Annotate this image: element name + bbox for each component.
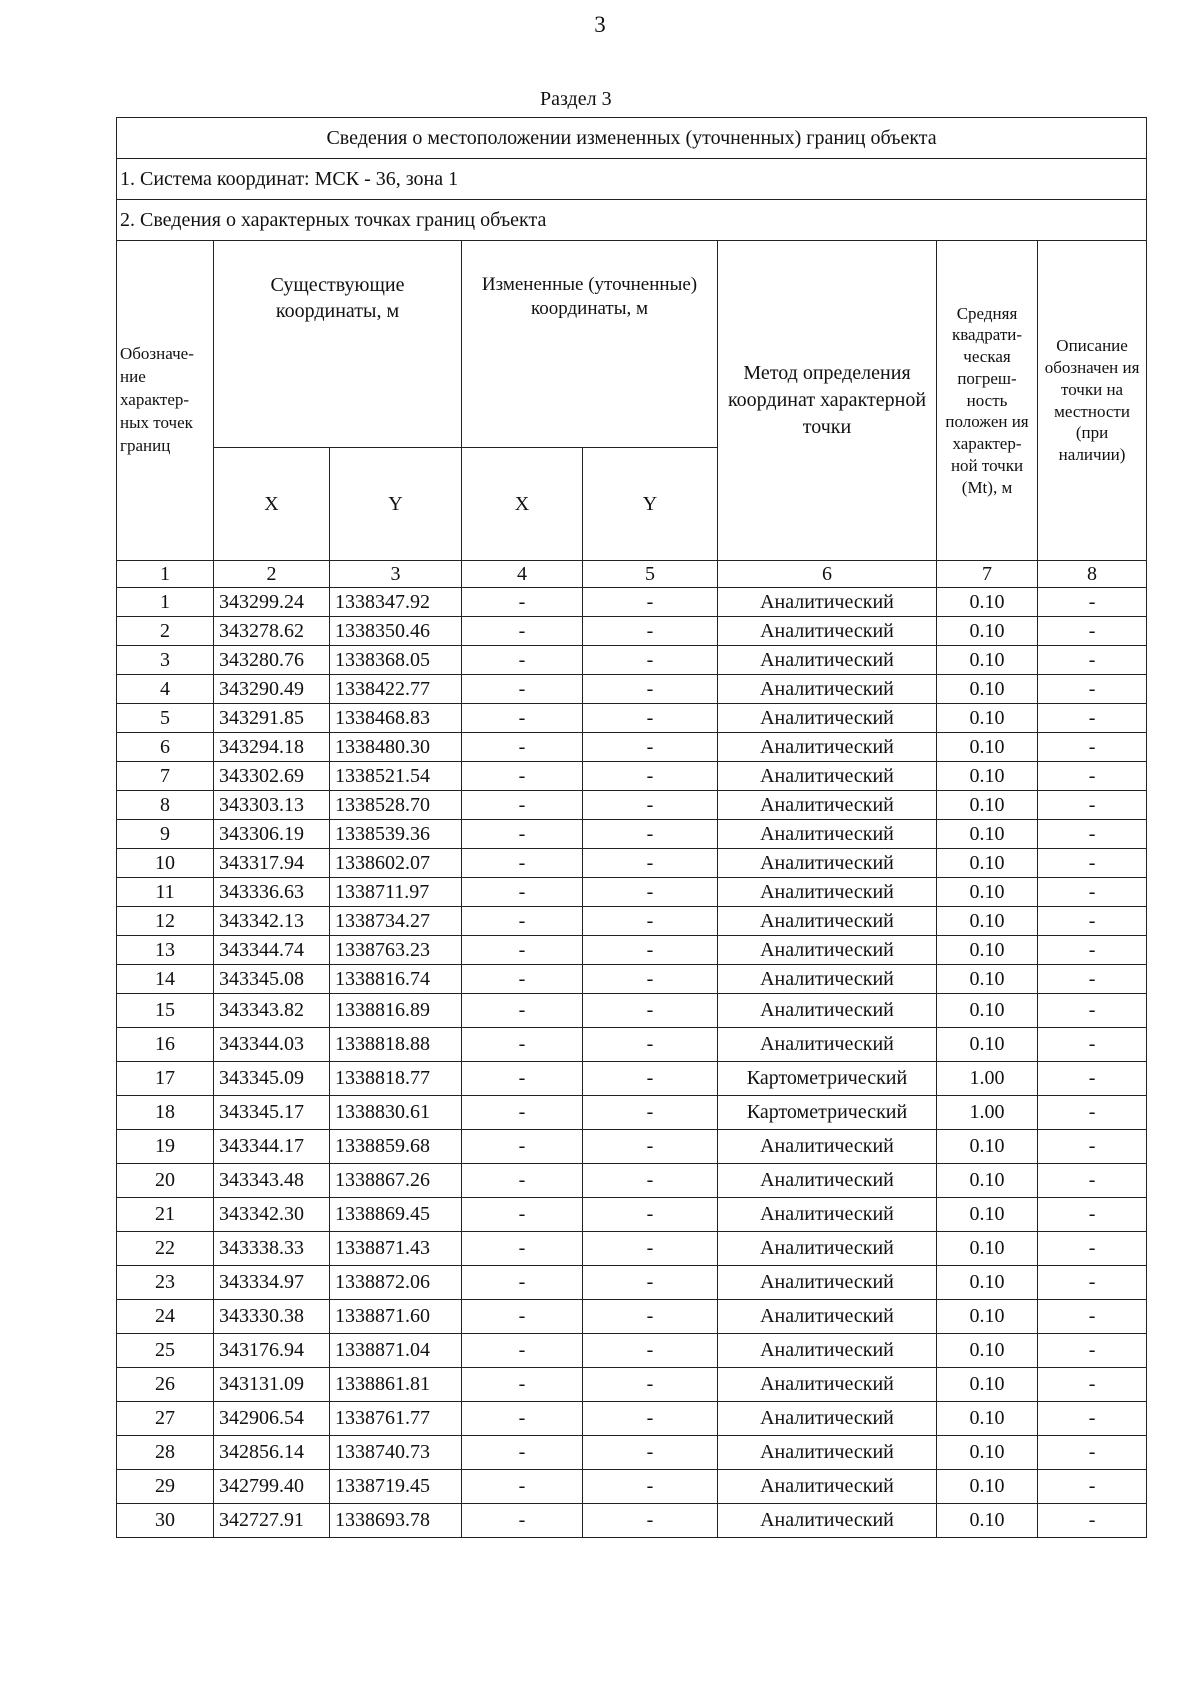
changed-x-cell: - [462,1300,583,1334]
error-cell: 0.10 [937,675,1038,704]
existing-y-cell: 1338761.77 [330,1402,462,1436]
table-row [117,791,1147,820]
description-cell: - [1038,1062,1147,1096]
changed-y-cell: - [583,1028,718,1062]
existing-x-cell: 343343.48 [214,1164,330,1198]
error-cell: 0.10 [937,936,1038,965]
existing-x-cell: 342856.14 [214,1436,330,1470]
error-cell: 0.10 [937,704,1038,733]
column-numbers-row [117,561,1147,588]
error-cell: 0.10 [937,1300,1038,1334]
changed-x-cell: - [462,1470,583,1504]
existing-y-cell: 1338763.23 [330,936,462,965]
table-row [117,1266,1147,1300]
error-cell: 0.10 [937,1130,1038,1164]
table-row [117,675,1147,704]
error-cell: 0.10 [937,878,1038,907]
table-row [117,762,1147,791]
description-cell: - [1038,849,1147,878]
method-cell: Аналитический [718,994,937,1028]
table-row [117,878,1147,907]
method-cell: Аналитический [718,820,937,849]
error-cell: 0.10 [937,588,1038,617]
method-cell: Аналитический [718,1436,937,1470]
changed-y-cell: - [583,994,718,1028]
point-number-cell: 28 [117,1436,214,1470]
changed-x-cell: - [462,878,583,907]
existing-y-cell: 1338480.30 [330,733,462,762]
existing-y-cell: 1338719.45 [330,1470,462,1504]
existing-y-cell: 1338818.77 [330,1062,462,1096]
changed-x-cell: - [462,646,583,675]
point-number-cell: 16 [117,1028,214,1062]
changed-x-cell: - [462,704,583,733]
existing-x-cell: 342727.91 [214,1504,330,1538]
table-body [117,588,1147,1538]
description-cell: - [1038,588,1147,617]
method-cell: Аналитический [718,907,937,936]
changed-y-cell: - [583,1334,718,1368]
header-existing-coordinates: Существующие координаты, м [214,241,462,448]
method-cell: Аналитический [718,936,937,965]
column-number: 5 [583,561,718,588]
method-cell: Аналитический [718,646,937,675]
changed-y-cell: - [583,878,718,907]
description-cell: - [1038,994,1147,1028]
method-cell: Аналитический [718,704,937,733]
existing-y-cell: 1338539.36 [330,820,462,849]
table-row [117,704,1147,733]
description-cell: - [1038,1164,1147,1198]
method-cell: Аналитический [718,1028,937,1062]
method-cell: Аналитический [718,1300,937,1334]
changed-x-cell: - [462,675,583,704]
table-row [117,936,1147,965]
changed-y-cell: - [583,1198,718,1232]
existing-y-cell: 1338468.83 [330,704,462,733]
table-row [117,1232,1147,1266]
method-cell: Картометрический [718,1062,937,1096]
description-cell: - [1038,1232,1147,1266]
table-row [117,1096,1147,1130]
point-number-cell: 6 [117,733,214,762]
table-row [117,1164,1147,1198]
table-row [117,907,1147,936]
changed-x-cell: - [462,1504,583,1538]
error-cell: 0.10 [937,1368,1038,1402]
description-cell: - [1038,762,1147,791]
point-number-cell: 8 [117,791,214,820]
error-cell: 0.10 [937,1470,1038,1504]
error-cell: 0.10 [937,791,1038,820]
table-caption: Сведения о местоположении измененных (уточненных) границ объекта [117,118,1147,159]
description-cell: - [1038,1436,1147,1470]
method-cell: Аналитический [718,1368,937,1402]
error-cell: 0.10 [937,1266,1038,1300]
description-cell: - [1038,936,1147,965]
existing-x-cell: 343345.08 [214,965,330,994]
existing-y-cell: 1338521.54 [330,762,462,791]
point-number-cell: 11 [117,878,214,907]
changed-x-cell: - [462,762,583,791]
changed-y-cell: - [583,849,718,878]
changed-y-cell: - [583,1470,718,1504]
changed-x-cell: - [462,1334,583,1368]
existing-y-cell: 1338816.74 [330,965,462,994]
description-cell: - [1038,617,1147,646]
error-cell: 0.10 [937,1504,1038,1538]
description-cell: - [1038,704,1147,733]
error-cell: 0.10 [937,1232,1038,1266]
changed-y-cell: - [583,1130,718,1164]
point-number-cell: 27 [117,1402,214,1436]
method-cell: Аналитический [718,1164,937,1198]
existing-y-cell: 1338869.45 [330,1198,462,1232]
method-cell: Аналитический [718,1198,937,1232]
existing-x-cell: 343302.69 [214,762,330,791]
changed-x-cell: - [462,994,583,1028]
existing-y-cell: 1338816.89 [330,994,462,1028]
section-title: Раздел 3 [540,88,612,110]
existing-y-cell: 1338711.97 [330,878,462,907]
point-number-cell: 4 [117,675,214,704]
method-cell: Аналитический [718,849,937,878]
description-cell: - [1038,965,1147,994]
error-cell: 0.10 [937,1436,1038,1470]
existing-x-cell: 343317.94 [214,849,330,878]
changed-y-cell: - [583,1504,718,1538]
existing-x-cell: 343338.33 [214,1232,330,1266]
point-number-cell: 30 [117,1504,214,1538]
point-number-cell: 2 [117,617,214,646]
error-cell: 0.10 [937,617,1038,646]
description-cell: - [1038,733,1147,762]
table-row [117,1470,1147,1504]
page-number: 3 [594,12,606,37]
method-cell: Аналитический [718,675,937,704]
table-row [117,965,1147,994]
existing-y-cell: 1338859.68 [330,1130,462,1164]
column-number: 1 [117,561,214,588]
existing-y-cell: 1338871.60 [330,1300,462,1334]
changed-y-cell: - [583,791,718,820]
existing-y-cell: 1338693.78 [330,1504,462,1538]
existing-y-cell: 1338871.43 [330,1232,462,1266]
changed-y-cell: - [583,1300,718,1334]
existing-x-cell: 343344.74 [214,936,330,965]
existing-x-cell: 343342.13 [214,907,330,936]
point-number-cell: 14 [117,965,214,994]
changed-x-cell: - [462,1402,583,1436]
changed-y-cell: - [583,1368,718,1402]
point-number-cell: 23 [117,1266,214,1300]
point-number-cell: 10 [117,849,214,878]
error-cell: 1.00 [937,1062,1038,1096]
method-cell: Аналитический [718,878,937,907]
existing-x-cell: 343343.82 [214,994,330,1028]
existing-y-cell: 1338740.73 [330,1436,462,1470]
description-cell: - [1038,791,1147,820]
error-cell: 0.10 [937,965,1038,994]
description-cell: - [1038,1198,1147,1232]
coordinate-system: 1. Система координат: МСК - 36, зона 1 [117,159,1147,200]
method-cell: Аналитический [718,1334,937,1368]
error-cell: 0.10 [937,762,1038,791]
existing-x-cell: 343345.09 [214,1062,330,1096]
point-number-cell: 18 [117,1096,214,1130]
changed-y-cell: - [583,965,718,994]
table-row [117,1402,1147,1436]
error-cell: 0.10 [937,733,1038,762]
changed-x-cell: - [462,791,583,820]
point-number-cell: 5 [117,704,214,733]
changed-x-cell: - [462,1096,583,1130]
changed-x-cell: - [462,617,583,646]
changed-x-cell: - [462,588,583,617]
existing-x-cell: 343299.24 [214,588,330,617]
table-row [117,1334,1147,1368]
description-cell: - [1038,646,1147,675]
description-cell: - [1038,820,1147,849]
changed-y-cell: - [583,820,718,849]
existing-x-cell: 343344.03 [214,1028,330,1062]
existing-y-cell: 1338347.92 [330,588,462,617]
table-row [117,1198,1147,1232]
changed-y-cell: - [583,646,718,675]
changed-x-cell: - [462,965,583,994]
header-method: Метод определения координат характерной точки [718,241,937,561]
changed-y-cell: - [583,936,718,965]
method-cell: Аналитический [718,733,937,762]
changed-x-cell: - [462,1164,583,1198]
changed-y-cell: - [583,1164,718,1198]
method-cell: Аналитический [718,1504,937,1538]
existing-y-cell: 1338602.07 [330,849,462,878]
point-number-cell: 7 [117,762,214,791]
point-number-cell: 19 [117,1130,214,1164]
error-cell: 0.10 [937,646,1038,675]
changed-x-cell: - [462,1062,583,1096]
error-cell: 0.10 [937,1028,1038,1062]
existing-y-cell: 1338818.88 [330,1028,462,1062]
existing-y-cell: 1338422.77 [330,675,462,704]
column-number: 6 [718,561,937,588]
point-number-cell: 13 [117,936,214,965]
table-row [117,1368,1147,1402]
header-point-designation: Обозначе-ние характер-ных точек границ [117,241,214,561]
changed-x-cell: - [462,1232,583,1266]
description-cell: - [1038,1334,1147,1368]
point-number-cell: 22 [117,1232,214,1266]
changed-y-cell: - [583,1096,718,1130]
method-cell: Аналитический [718,1470,937,1504]
error-cell: 0.10 [937,994,1038,1028]
changed-y-cell: - [583,675,718,704]
point-number-cell: 24 [117,1300,214,1334]
point-number-cell: 15 [117,994,214,1028]
existing-x-cell: 343131.09 [214,1368,330,1402]
table-row [117,820,1147,849]
description-cell: - [1038,1028,1147,1062]
changed-y-cell: - [583,1402,718,1436]
changed-y-cell: - [583,1062,718,1096]
table-row [117,1436,1147,1470]
points-info-heading: 2. Сведения о характерных точках границ объекта [117,200,1147,241]
table-row [117,617,1147,646]
error-cell: 0.10 [937,907,1038,936]
changed-y-cell: - [583,733,718,762]
changed-x-cell: - [462,1436,583,1470]
changed-y-cell: - [583,907,718,936]
table-row [117,588,1147,617]
header-changed-coordinates: Измененные (уточненные) координаты, м [462,241,718,448]
point-number-cell: 12 [117,907,214,936]
method-cell: Аналитический [718,617,937,646]
table-row [117,849,1147,878]
existing-x-cell: 343334.97 [214,1266,330,1300]
method-cell: Аналитический [718,1130,937,1164]
coordinates-table [116,117,1147,1538]
header-mean-square-error: Средняя квадрати-ческая погреш-ность положен ия характер-ной точки (Mt), м [937,241,1038,561]
changed-x-cell: - [462,820,583,849]
changed-y-cell: - [583,762,718,791]
description-cell: - [1038,1300,1147,1334]
existing-x-cell: 343290.49 [214,675,330,704]
table-row [117,994,1147,1028]
description-cell: - [1038,1130,1147,1164]
method-cell: Аналитический [718,1402,937,1436]
header-existing-x: X [214,448,330,561]
existing-x-cell: 343306.19 [214,820,330,849]
table-row [117,733,1147,762]
existing-x-cell: 343345.17 [214,1096,330,1130]
description-cell: - [1038,1402,1147,1436]
existing-x-cell: 343280.76 [214,646,330,675]
existing-x-cell: 343342.30 [214,1198,330,1232]
changed-y-cell: - [583,704,718,733]
description-cell: - [1038,878,1147,907]
method-cell: Аналитический [718,1232,937,1266]
error-cell: 0.10 [937,1402,1038,1436]
existing-x-cell: 343294.18 [214,733,330,762]
table-row [117,1504,1147,1538]
changed-x-cell: - [462,936,583,965]
description-cell: - [1038,1266,1147,1300]
existing-x-cell: 343303.13 [214,791,330,820]
changed-y-cell: - [583,588,718,617]
point-number-cell: 21 [117,1198,214,1232]
point-number-cell: 29 [117,1470,214,1504]
description-cell: - [1038,1470,1147,1504]
changed-x-cell: - [462,1266,583,1300]
table-row [117,1130,1147,1164]
error-cell: 0.10 [937,1198,1038,1232]
existing-x-cell: 343344.17 [214,1130,330,1164]
existing-x-cell: 342906.54 [214,1402,330,1436]
changed-y-cell: - [583,1232,718,1266]
column-number: 3 [330,561,462,588]
table-row [117,646,1147,675]
existing-x-cell: 343278.62 [214,617,330,646]
column-number: 4 [462,561,583,588]
description-cell: - [1038,1096,1147,1130]
method-cell: Картометрический [718,1096,937,1130]
existing-y-cell: 1338528.70 [330,791,462,820]
description-cell: - [1038,907,1147,936]
error-cell: 0.10 [937,1164,1038,1198]
changed-y-cell: - [583,1266,718,1300]
changed-x-cell: - [462,1368,583,1402]
header-changed-x: X [462,448,583,561]
changed-x-cell: - [462,1028,583,1062]
changed-x-cell: - [462,1130,583,1164]
header-point-description: Описание обозначен ия точки на местности (при наличии) [1038,241,1147,561]
existing-x-cell: 343336.63 [214,878,330,907]
method-cell: Аналитический [718,965,937,994]
table-row [117,1300,1147,1334]
column-number: 7 [937,561,1038,588]
changed-x-cell: - [462,849,583,878]
point-number-cell: 1 [117,588,214,617]
point-number-cell: 26 [117,1368,214,1402]
existing-y-cell: 1338872.06 [330,1266,462,1300]
changed-y-cell: - [583,617,718,646]
point-number-cell: 20 [117,1164,214,1198]
existing-y-cell: 1338350.46 [330,617,462,646]
changed-x-cell: - [462,733,583,762]
existing-y-cell: 1338861.81 [330,1368,462,1402]
description-cell: - [1038,1504,1147,1538]
error-cell: 0.10 [937,849,1038,878]
existing-y-cell: 1338368.05 [330,646,462,675]
header-existing-y: Y [330,448,462,561]
method-cell: Аналитический [718,791,937,820]
point-number-cell: 9 [117,820,214,849]
column-number: 2 [214,561,330,588]
description-cell: - [1038,675,1147,704]
changed-x-cell: - [462,1198,583,1232]
existing-y-cell: 1338734.27 [330,907,462,936]
column-number: 8 [1038,561,1147,588]
existing-y-cell: 1338830.61 [330,1096,462,1130]
method-cell: Аналитический [718,588,937,617]
point-number-cell: 25 [117,1334,214,1368]
error-cell: 1.00 [937,1096,1038,1130]
existing-x-cell: 343291.85 [214,704,330,733]
method-cell: Аналитический [718,1266,937,1300]
existing-x-cell: 343176.94 [214,1334,330,1368]
table-row [117,1028,1147,1062]
error-cell: 0.10 [937,820,1038,849]
method-cell: Аналитический [718,762,937,791]
existing-y-cell: 1338871.04 [330,1334,462,1368]
description-cell: - [1038,1368,1147,1402]
error-cell: 0.10 [937,1334,1038,1368]
existing-x-cell: 343330.38 [214,1300,330,1334]
changed-y-cell: - [583,1436,718,1470]
existing-x-cell: 342799.40 [214,1470,330,1504]
point-number-cell: 3 [117,646,214,675]
changed-x-cell: - [462,907,583,936]
existing-y-cell: 1338867.26 [330,1164,462,1198]
table-row [117,1062,1147,1096]
header-changed-y: Y [583,448,718,561]
point-number-cell: 17 [117,1062,214,1096]
